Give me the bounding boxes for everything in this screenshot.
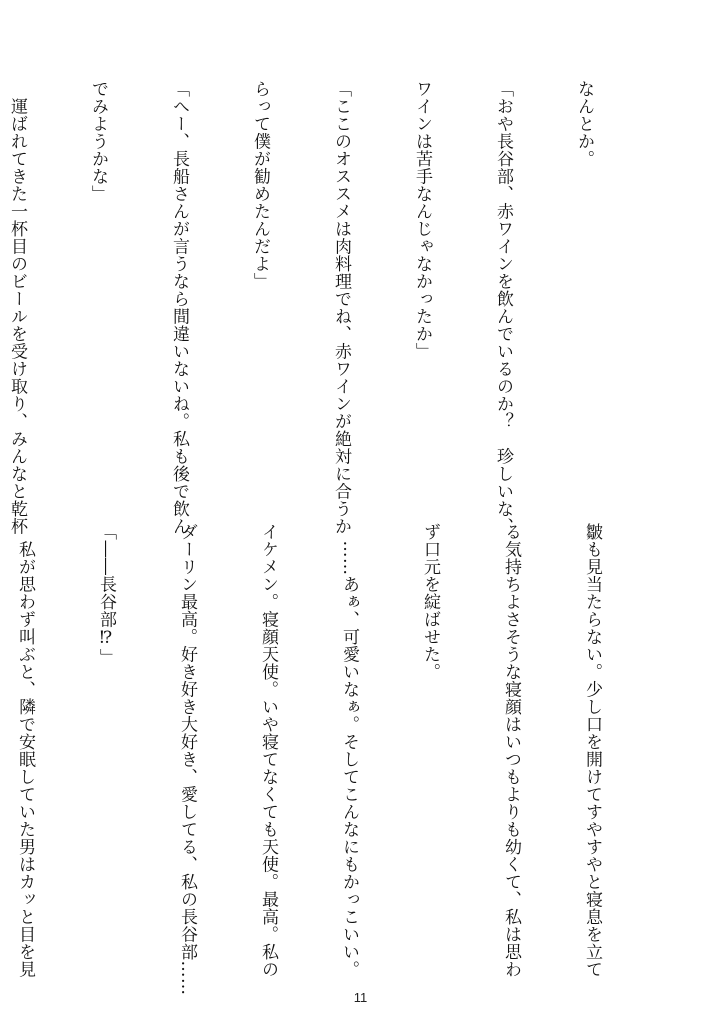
text-line: ワインは苦手なんじゃなかったか」 — [412, 80, 432, 360]
text-line: でみようかな」 — [88, 80, 108, 203]
text-line: イケメン。寝顔天使。いや寝てなくても天使。最高。私の — [258, 523, 278, 978]
text-line: 「おや長谷部、赤ワインを飲んでいるのか？ 珍しいな、 — [493, 80, 513, 535]
lower-text-block — [0, 523, 659, 996]
text-line: なんとか。 — [574, 80, 594, 168]
text-line: 運ばれてきた一杯目のビールを受け取り、みんなと乾杯 — [7, 80, 27, 535]
upper-text-block — [0, 80, 651, 535]
text-line: 「――長谷部⁉」 — [96, 523, 116, 666]
text-line: 「へー、長船さんが言うなら間違いないね。私も後で飲ん — [169, 80, 189, 535]
page-number: 11 — [353, 990, 368, 1005]
text-line: ダーリン最高。好き好き大好き、愛してる、私の長谷部…… — [177, 523, 197, 996]
text-line: ……あぁ、可愛いなぁ。そしてこんなにもかっこいい。 — [339, 523, 359, 978]
text-line: ず口元を綻ばせた。 — [420, 523, 440, 681]
text-line: 「ここのオススメは肉料理でね、赤ワインが絶対に合うか — [331, 80, 351, 535]
text-line: 皺も見当たらない。少し口を開けてすやすやと寝息を立て — [582, 523, 602, 978]
text-line: 私が思わず叫ぶと、隣で安眠していた男はカッと目を見 — [15, 523, 35, 978]
text-line: らって僕が勧めたんだよ」 — [250, 80, 270, 290]
text-line: る気持ちよさそうな寝顔はいつもよりも幼くて、私は思わ — [501, 523, 521, 978]
